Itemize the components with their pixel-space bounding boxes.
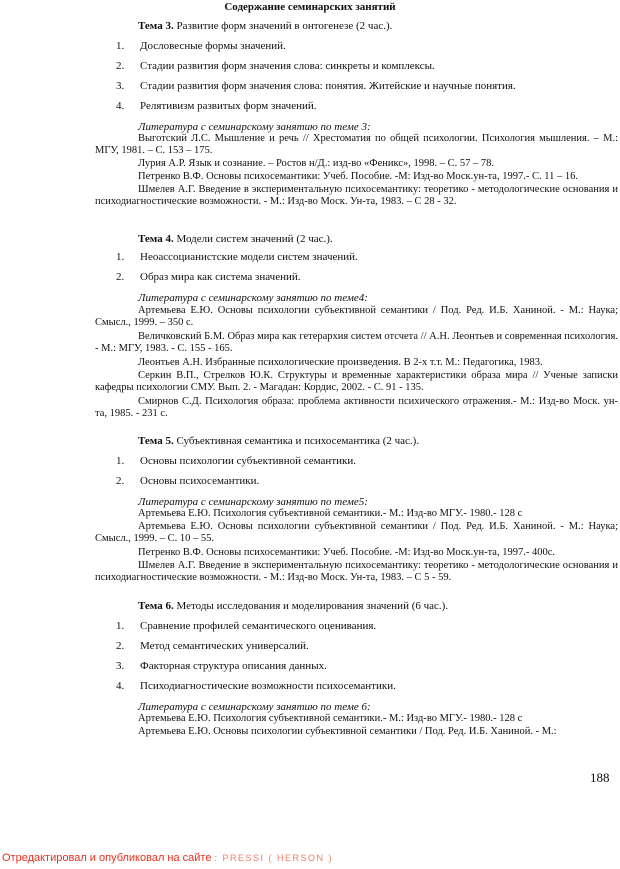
- reference: Выготский Л.С. Мышление и речь // Хрестоматия по общей психологии. Психология мышления. – М.: МГУ, 1981. – С. 153 – 175.: [95, 133, 618, 156]
- item-text: Дословесные формы значений.: [140, 40, 286, 52]
- reference: Артемьева Е.Ю. Психология субъективной семантики.- М.: Изд-во МГУ.- 1980.- 128 с: [138, 508, 523, 519]
- item-text: Психодиагностические возможности психосемантики.: [140, 680, 396, 692]
- item-number: 2.: [116, 640, 125, 652]
- item-number: 4.: [116, 100, 125, 112]
- footer-site: : PRESSI ( HERSON ): [214, 853, 334, 863]
- item-text: Стадии развития форм значения слова: синкреты и комплексы.: [140, 60, 435, 72]
- item-number: 2.: [116, 475, 125, 487]
- list-item: [116, 100, 317, 113]
- reference: Величковский Б.М. Образ мира как гетерархия систем отсчета // А.Н. Леонтьев и современная психология. - М.: МГУ, 1983. - С. 155 - 165.: [95, 331, 618, 354]
- page-number: 188: [590, 770, 610, 785]
- topic-5-title: [138, 435, 419, 448]
- reference: Петренко В.Ф. Основы психосемантики: Учеб. Пособие. -М: Изд-во Моск.ун-та, 1997.- С. 11 – 16.: [138, 171, 578, 182]
- footer-text: Отредактировал и опубликовал на сайте: [2, 852, 212, 864]
- topic-label: Тема 6.: [138, 600, 174, 612]
- item-number: 3.: [116, 660, 125, 672]
- literature-title: Литература с семинарскому занятию по теме4:: [138, 292, 368, 304]
- list-item: [116, 660, 327, 673]
- item-text: Релятивизм развитых форм значений.: [140, 100, 317, 112]
- list-item: [116, 60, 435, 73]
- page-heading: Содержание семинарских занятий: [224, 1, 396, 13]
- item-number: 4.: [116, 680, 125, 692]
- item-number: 2.: [116, 60, 125, 72]
- topic-text: Методы исследования и моделирования значений (6 час.).: [176, 600, 449, 612]
- topic-label: Тема 5.: [138, 435, 174, 447]
- item-text: Метод семантических универсалий.: [140, 640, 309, 652]
- topic-text: Развитие форм значений в онтогенезе (2 час.).: [176, 20, 393, 32]
- item-text: Образ мира как система значений.: [140, 271, 301, 283]
- reference: Артемьева Е.Ю. Основы психологии субъективной семантики / Под. Ред. И.Б. Ханиной. - М.: Наука; Смысл., 1999. – 350 с.: [95, 305, 618, 328]
- item-text: Сравнение профилей семантического оценивания.: [140, 620, 377, 632]
- list-item: [116, 680, 396, 693]
- literature-title: Литература с семинарскому занятию по теме 3:: [138, 121, 371, 133]
- topic-label: Тема 4.: [138, 233, 174, 245]
- item-text: Неоассоцианистские модели систем значений.: [140, 251, 358, 263]
- reference: Артемьева Е.Ю. Основы психологии субъективной семантики / Под. Ред. И.Б. Ханиной. - М.:: [138, 726, 557, 737]
- list-item: [116, 640, 309, 653]
- topic-label: Тема 3.: [138, 20, 174, 32]
- reference: Шмелев А.Г. Введение в экспериментальную психосемантику: теоретико - методологические основания и психодиагностические возможности. - М.: Изд-во Моск. Ун-та, 1983. – С 5 - 59.: [95, 560, 618, 583]
- reference: Шмелев А.Г. Введение в экспериментальную психосемантику: теоретико - методологические основания и психодиагностические возможности. - М.: Изд-во Моск. Ун-та, 1983. – С 28 - 32.: [95, 184, 618, 207]
- reference: Смирнов С.Д. Психология образа: проблема активности психического отражения.- М.: Изд-во Моск. ун-та, 1985. - 231 с.: [95, 396, 618, 419]
- list-item: [116, 40, 286, 53]
- topic-4-title: [138, 233, 333, 246]
- publisher-footer: [2, 852, 333, 865]
- item-number: 2.: [116, 271, 125, 283]
- item-text: Факторная структура описания данных.: [140, 660, 327, 672]
- list-item: [116, 475, 259, 488]
- item-number: 1.: [116, 620, 125, 632]
- item-number: 3.: [116, 80, 125, 92]
- item-number: 1.: [116, 40, 125, 52]
- list-item: [116, 620, 376, 633]
- reference: Артемьева Е.Ю. Психология субъективной семантики.- М.: Изд-во МГУ.- 1980.- 128 с: [138, 713, 523, 724]
- item-text: Основы психологии субъективной семантики.: [140, 455, 356, 467]
- item-text: Основы психосемантики.: [140, 475, 260, 487]
- topic-text: Модели систем значений (2 час.).: [176, 233, 333, 245]
- reference: Серкин В.П., Стрелков Ю.К. Структуры и временные характеристики образа мира // Ученые записки кафедры психологии СМУ. Вып. 2. - Магадан: Кордис, 2002. - С. 91 - 135.: [95, 370, 618, 393]
- item-number: 1.: [116, 251, 125, 263]
- list-item: [116, 251, 358, 264]
- reference: Леонтьев А.Н. Избранные психологические произведения. В 2-х т.т. М.: Педагогика, 1983.: [138, 357, 543, 368]
- reference: Лурия А.Р. Язык и сознание. – Ростов н/Д.: изд-во «Феникс», 1998. – С. 57 – 78.: [138, 158, 494, 169]
- topic-text: Субъективная семантика и психосемантика (2 час.).: [176, 435, 420, 447]
- list-item: [116, 80, 516, 93]
- item-number: 1.: [116, 455, 125, 467]
- topic-6-title: [138, 600, 448, 613]
- reference: Петренко В.Ф. Основы психосемантики: Учеб. Пособие. -М: Изд-во Моск.ун-та, 1997.- 400с.: [138, 547, 555, 558]
- topic-3-title: [138, 20, 392, 33]
- list-item: [116, 455, 356, 468]
- item-text: Стадии развития форм значения слова: понятия. Житейские и научные понятия.: [140, 80, 516, 92]
- literature-title: Литература с семинарскому занятию по теме5:: [138, 496, 368, 508]
- reference: Артемьева Е.Ю. Основы психологии субъективной семантики / Под. Ред. И.Б. Ханиной. - М.: Наука; Смысл., 1999. – С. 10 – 55.: [95, 521, 618, 544]
- literature-title: Литература с семинарскому занятию по теме 6:: [138, 701, 371, 713]
- list-item: [116, 271, 301, 284]
